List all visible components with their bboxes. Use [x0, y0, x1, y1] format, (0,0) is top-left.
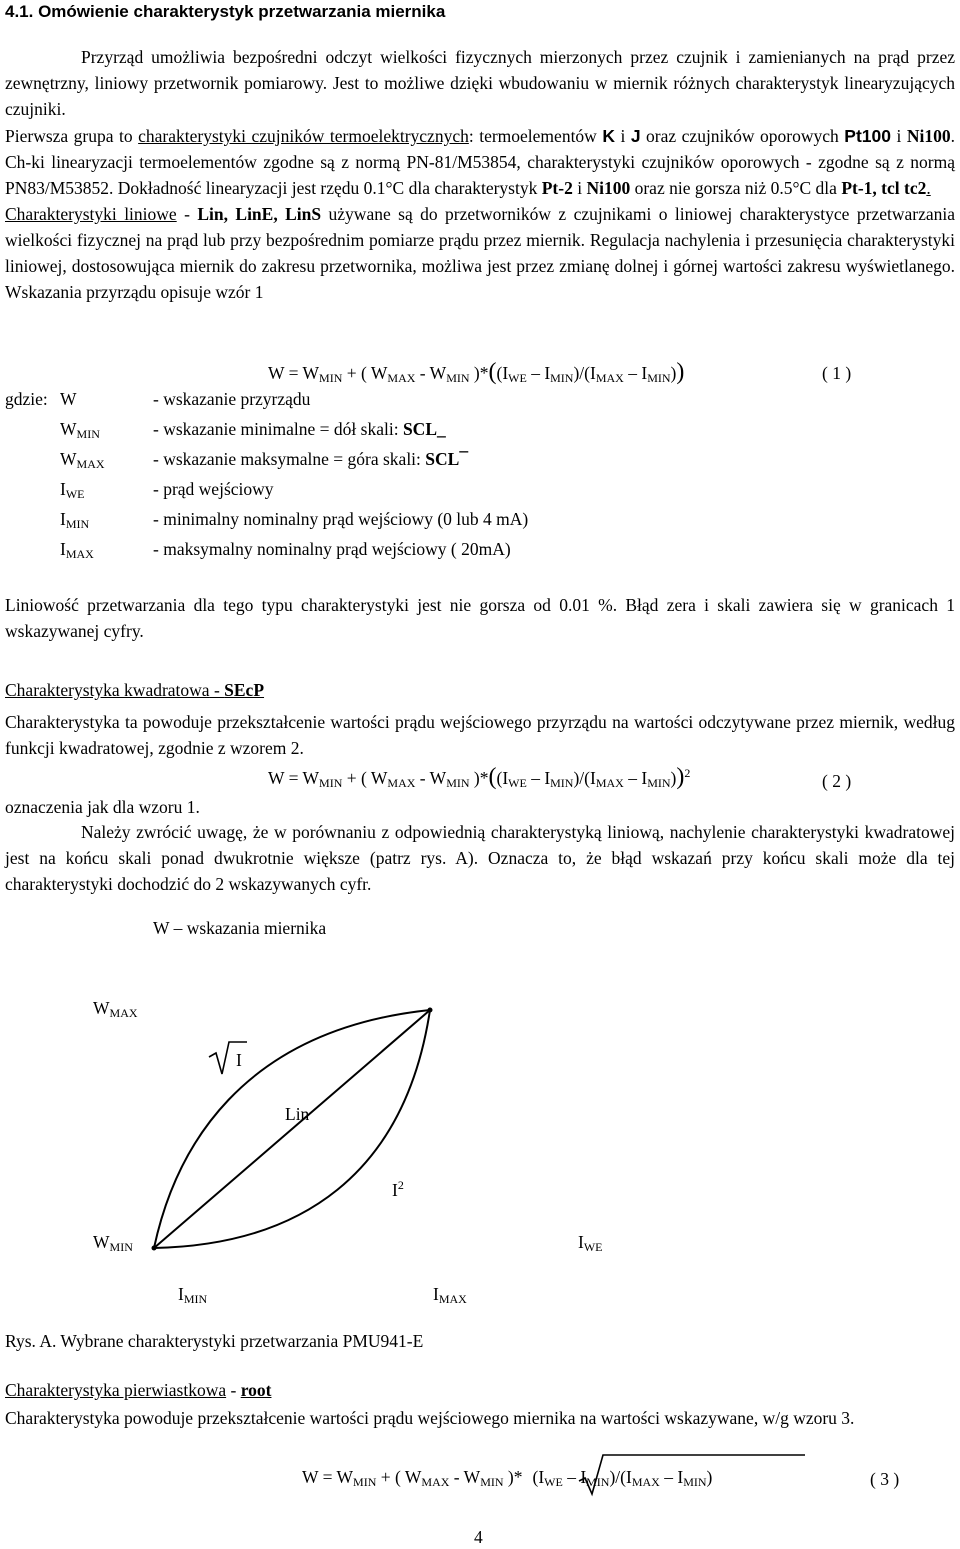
- p2-d: oraz nie gorsza niż 0.5°C dla: [630, 178, 842, 198]
- formula-2-number: ( 2 ): [822, 771, 852, 791]
- root-title: [5, 1380, 271, 1401]
- pt100-label: Pt100: [844, 126, 891, 146]
- f1-minus: - W: [415, 363, 447, 383]
- imax-sub: MAX: [438, 1292, 467, 1306]
- legend-description: - prąd wejściowy: [153, 479, 274, 499]
- page-number: 4: [474, 1527, 483, 1547]
- wmin-w: W: [93, 1232, 110, 1252]
- f3-w: W: [302, 1467, 319, 1487]
- f2-sub: MIN: [550, 776, 574, 790]
- f1-sub: MAX: [595, 371, 624, 385]
- f1-sub: MAX: [387, 371, 416, 385]
- f3-sub: MIN: [683, 1475, 707, 1489]
- p3-dash: -: [176, 204, 198, 224]
- sq-i: I: [392, 1180, 398, 1200]
- f1-sub: MIN: [446, 371, 470, 385]
- f3-sub: MAX: [631, 1475, 660, 1489]
- f1-eq: = W: [284, 363, 320, 383]
- f1-plus: + ( W: [342, 363, 388, 383]
- legend-description: - wskazanie przyrządu: [153, 389, 311, 409]
- f3-dash: – I: [659, 1467, 684, 1487]
- legend-scl: SCL¯: [425, 449, 469, 469]
- f2-dash: – I: [623, 768, 648, 788]
- quad-title-text: Charakterystyka kwadratowa: [5, 680, 210, 700]
- f1-sub: MIN: [319, 371, 343, 385]
- root-paragraph: Charakterystyka powoduje przekształcenie wartości prądu wejściowego miernika na wartości wskazywane, w/g wzoru 3.: [5, 1408, 855, 1428]
- f3-eq: = W: [318, 1467, 354, 1487]
- linear-link: Charakterystyki liniowe: [5, 204, 177, 224]
- root-title-text: Charakterystyka pierwiastkowa: [5, 1380, 227, 1400]
- notation-note: oznaczenia jak dla wzoru 1.: [5, 797, 200, 817]
- iwe-sub: WE: [583, 1240, 603, 1254]
- legend-scl: SCL_: [402, 419, 446, 439]
- iwe-i: I: [578, 1232, 584, 1252]
- f3-i: (I: [532, 1467, 545, 1487]
- formula-3-number: ( 3 ): [870, 1469, 900, 1489]
- wmax-sub: MAX: [109, 1006, 138, 1020]
- f1-dash: – I: [623, 363, 648, 383]
- f1-paren: ): [676, 359, 685, 385]
- lin-curve-label: Lin: [285, 1104, 310, 1124]
- f2-w: W: [268, 768, 285, 788]
- sqrt-curve-label: I: [236, 1050, 242, 1070]
- figure-caption: Rys. A. Wybrane charakterystyki przetwarzania PMU941-E: [5, 1331, 424, 1351]
- legend-symbol: W: [60, 449, 77, 469]
- f2-paren: (: [488, 764, 497, 790]
- thermocouple-link: charakterystyki czujników termoelektrycznych: [138, 126, 469, 146]
- legend-symbol: I: [60, 479, 66, 499]
- f2-slash: )/(I: [573, 768, 596, 788]
- legend-sub: WE: [65, 487, 85, 501]
- p2-a: : termoelementów: [468, 126, 603, 146]
- lin-names: Lin, LinE, LinS: [197, 204, 322, 224]
- j-label: J: [630, 126, 641, 146]
- f2-sub: MAX: [387, 776, 416, 790]
- imax-i: I: [433, 1284, 439, 1304]
- f3-sub: WE: [544, 1475, 563, 1489]
- f2-sub: MAX: [595, 776, 624, 790]
- pt2-label: Pt-2: [541, 178, 573, 198]
- f1-sub: MIN: [550, 371, 574, 385]
- sq-exp: 2: [397, 1178, 404, 1192]
- f1-dash: – I: [526, 363, 551, 383]
- imin-sub: MIN: [183, 1292, 208, 1306]
- f2-sub: MIN: [446, 776, 470, 790]
- p2-i3: i: [572, 178, 587, 198]
- f3-slash: )/(I: [609, 1467, 632, 1487]
- p2-b: oraz czujników oporowych: [640, 126, 845, 146]
- legend-sub: MIN: [65, 517, 90, 531]
- k-label: K: [602, 126, 615, 146]
- f3-close: ): [706, 1467, 713, 1487]
- formula-3: [302, 1467, 712, 1488]
- p2-start: Pierwsza grupa to: [5, 126, 139, 146]
- f1-slash: )/(I: [573, 363, 596, 383]
- formula-1-number: ( 1 ): [822, 363, 852, 383]
- f2-close: ): [670, 768, 677, 788]
- lin-curve: [154, 1010, 430, 1248]
- legend-symbol: W: [60, 419, 77, 439]
- f3-plus: + ( W: [376, 1467, 422, 1487]
- legend-description: - wskazanie minimalne = dół skali:: [153, 419, 403, 439]
- f2-sub: MIN: [319, 776, 343, 790]
- wmax-w: W: [93, 998, 110, 1018]
- legend-sub: MAX: [65, 547, 94, 561]
- curve-endpoint-dot: [152, 1246, 157, 1251]
- f3-minus: - W: [449, 1467, 481, 1487]
- f2-eq: = W: [284, 768, 320, 788]
- p3-rest: używane są do przetworników z czujnikami o liniowej charakterystyce przetwarzania wielkości fizycznej na prąd lub przy bezpośrednim pomiarze prądu przez miernik. Regulacja nachylenia i przesunięcia charakterystyki liniowej, dostosowująca miernik do zakresu przetwornika, możliwa jest przez zmianę dolnej i górnej wartości zakresu wyświetlanego. Wskazania przyrządu opisuje wzór 1: [5, 204, 955, 302]
- f1-close: ): [670, 363, 677, 383]
- f2-i: (I: [496, 768, 509, 788]
- linearity-paragraph: Liniowość przetwarzania dla tego typu charakterystyki jest nie gorsza od 0.01 %. Błąd zera i skali zawiera się w granicach 1 wskazywanej cyfry.: [5, 595, 955, 641]
- f1-w: W: [268, 363, 285, 383]
- legend-sub: MIN: [76, 427, 100, 441]
- imin-i: I: [178, 1284, 184, 1304]
- legend-description: - maksymalny nominalny prąd wejściowy ( 20mA): [153, 539, 511, 559]
- wmin-sub: MIN: [109, 1240, 133, 1254]
- f1-i: (I: [496, 363, 509, 383]
- f3-star: )*: [503, 1467, 523, 1487]
- root-title-dash: -: [226, 1380, 241, 1400]
- p2-c: . Ch-ki linearyzacji termoelementów zgodne są z normą PN-81/M53854, charakterystyki czujników oporowych - zgodne są z normą PN83/M53852. Dokładność linearyzacji jest rzędu 0.1°C dla charakterystyk: [5, 126, 955, 198]
- f3-dash: – I: [562, 1467, 587, 1487]
- f2-plus: + ( W: [342, 768, 388, 788]
- f1-sub: WE: [508, 371, 527, 385]
- p2-i2: i: [890, 126, 907, 146]
- legend-symbol: I: [60, 509, 66, 529]
- quad-title-code: SEcP: [224, 680, 265, 700]
- f2-sub: MIN: [647, 776, 671, 790]
- legend-gdzie: gdzie:: [5, 389, 48, 409]
- legend-description: - wskazanie maksymalne = góra skali:: [153, 449, 426, 469]
- f1-paren: (: [488, 359, 497, 385]
- f2-star: )*: [469, 768, 489, 788]
- pt1-label: Pt-1, tcl tc2: [841, 178, 927, 198]
- root-title-code: root: [240, 1380, 272, 1400]
- f3-sub: MAX: [421, 1475, 450, 1489]
- legend-description: - minimalny nominalny prąd wejściowy (0 lub 4 mA): [153, 509, 529, 529]
- quad-title-dash: -: [209, 680, 225, 700]
- quad-note: Należy zwrócić uwagę, że w porównaniu z odpowiednią charakterystyką liniową, nachylenie charakterystyki kwadratowej jest na końcu skali ponad dwukrotnie większe (patrz rys. A). Oznacza to, że błąd wskazań przy końcu skali może dla tej charakterystyki dochodzić do 2 wskazywanych cyfr.: [5, 822, 955, 894]
- section-title: 4.1. Omówienie charakterystyk przetwarzania miernika: [5, 2, 446, 21]
- legend-symbol: I: [60, 539, 66, 559]
- ni100-label: Ni100: [906, 126, 951, 146]
- f2-square: 2: [684, 766, 691, 780]
- legend-sub: MAX: [76, 457, 105, 471]
- f2-sub: WE: [508, 776, 527, 790]
- f2-dash: – I: [526, 768, 551, 788]
- f1-sub: MIN: [647, 371, 671, 385]
- quad-paragraph: Charakterystyka ta powoduje przekształcenie wartości prądu wejściowego przyrządu na wartości odczytywane przez miernik, według funkcji kwadratowej, zgodnie z wzorem 2.: [5, 712, 955, 758]
- intro-paragraph-1: Przyrząd umożliwia bezpośredni odczyt wielkości fizycznych mierzonych przez czujnik i zamienianych na prąd przez zewnętrzny, liniowy przetwornik pomiarowy. Jest to możliwe dzięki wbudowaniu w miernik różnych charakterystyk linearyzujących czujniki.: [5, 47, 955, 119]
- p2-i: i: [614, 126, 631, 146]
- f3-sub: MIN: [480, 1475, 504, 1489]
- p2-dot: .: [926, 178, 931, 198]
- legend-symbol: W: [60, 389, 77, 409]
- ni100-label-2: Ni100: [586, 178, 631, 198]
- f3-sub: MIN: [353, 1475, 377, 1489]
- f2-minus: - W: [415, 768, 447, 788]
- diagram-y-title: W – wskazania miernika: [153, 918, 327, 938]
- sqrt-symbol: [209, 1042, 247, 1074]
- f3-sub: MIN: [586, 1475, 610, 1489]
- f2-paren: ): [676, 764, 685, 790]
- curve-endpoint-dot: [428, 1008, 433, 1013]
- f1-star: )*: [469, 363, 489, 383]
